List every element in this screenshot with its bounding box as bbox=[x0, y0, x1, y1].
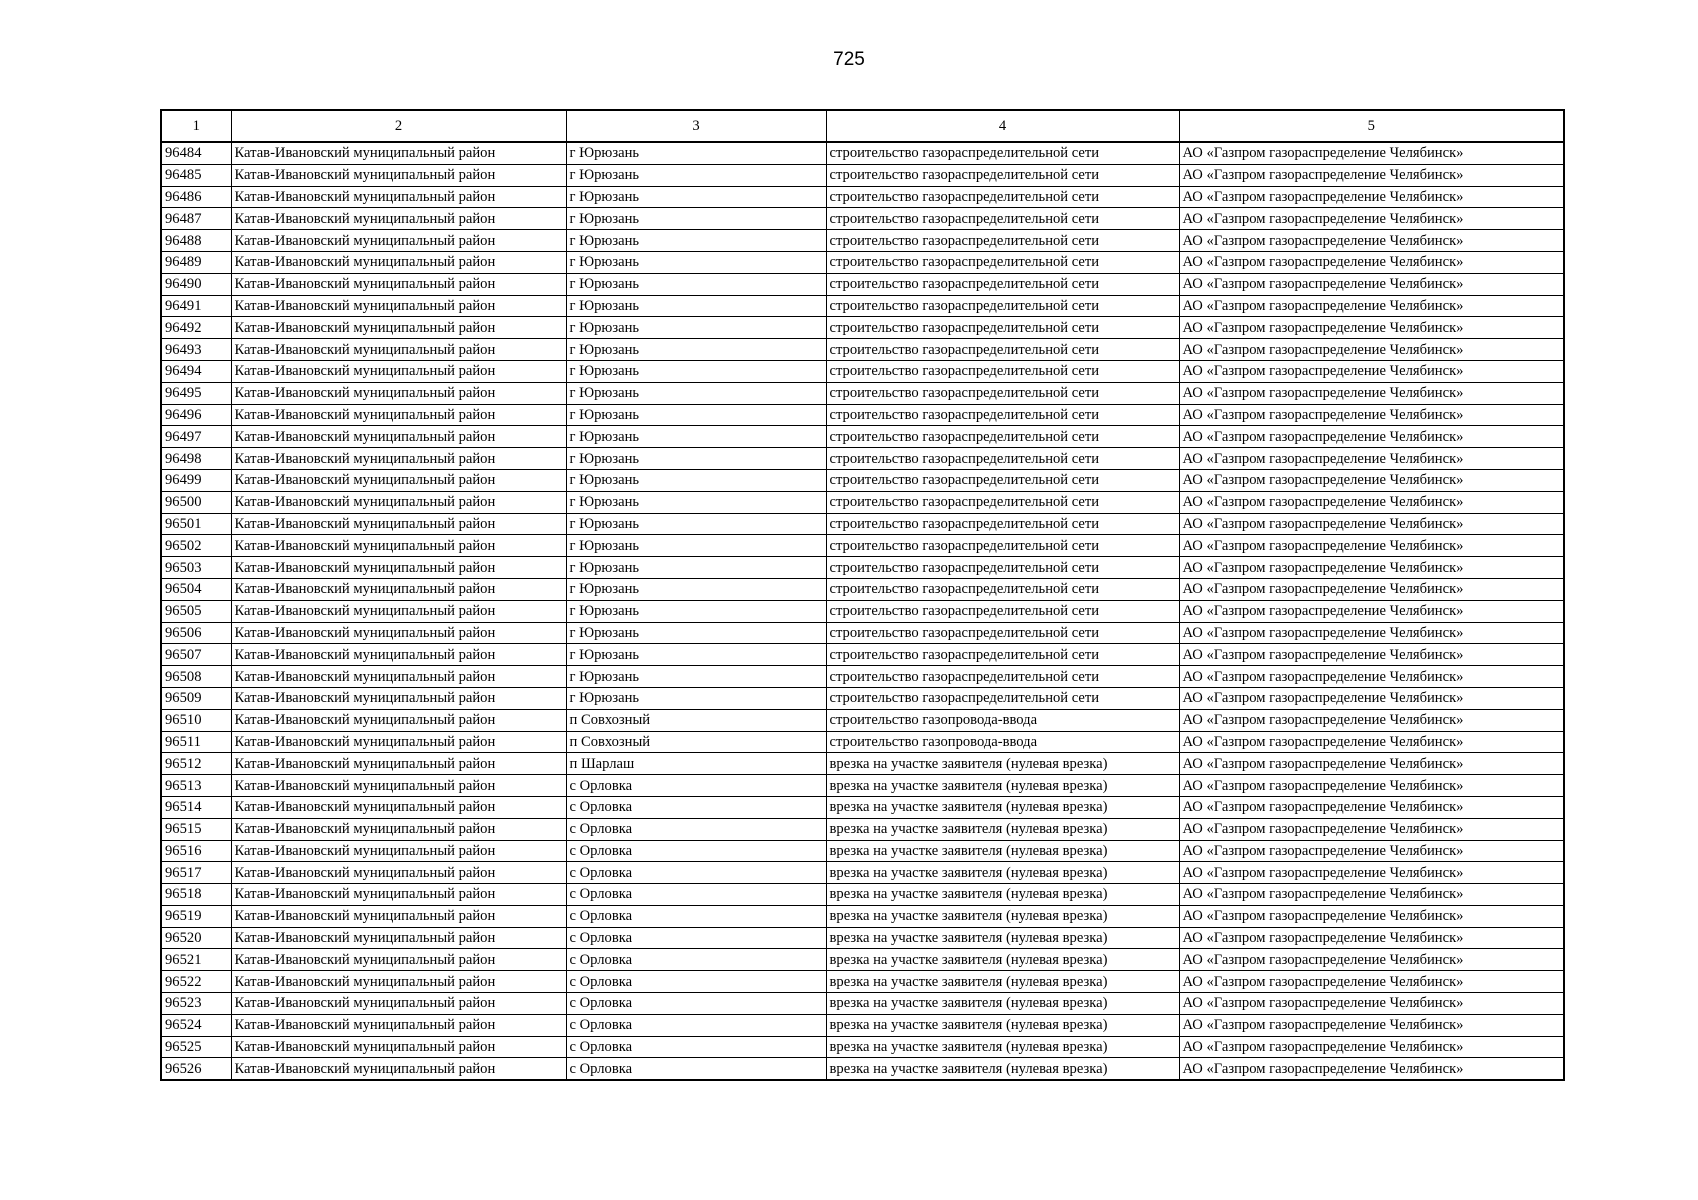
work-type-cell: врезка на участке заявителя (нулевая врезка) bbox=[826, 949, 1179, 971]
table-row bbox=[161, 491, 1564, 513]
organization-cell: АО «Газпром газораспределение Челябинск» bbox=[1179, 600, 1564, 622]
row-number-cell: 96493 bbox=[161, 339, 231, 361]
locality-cell: с Орловка bbox=[566, 840, 826, 862]
organization-cell: АО «Газпром газораспределение Челябинск» bbox=[1179, 535, 1564, 557]
column-header-1: 1 bbox=[161, 110, 231, 142]
organization-cell: АО «Газпром газораспределение Челябинск» bbox=[1179, 557, 1564, 579]
municipality-cell: Катав-Ивановский муниципальный район bbox=[231, 295, 566, 317]
municipality-cell: Катав-Ивановский муниципальный район bbox=[231, 600, 566, 622]
row-number-cell: 96509 bbox=[161, 687, 231, 709]
organization-cell: АО «Газпром газораспределение Челябинск» bbox=[1179, 993, 1564, 1015]
locality-cell: п Совхозный bbox=[566, 731, 826, 753]
work-type-cell: строительство газораспределительной сети bbox=[826, 142, 1179, 164]
municipality-cell: Катав-Ивановский муниципальный район bbox=[231, 1036, 566, 1058]
work-type-cell: врезка на участке заявителя (нулевая врезка) bbox=[826, 971, 1179, 993]
organization-cell: АО «Газпром газораспределение Челябинск» bbox=[1179, 840, 1564, 862]
locality-cell: с Орловка bbox=[566, 949, 826, 971]
row-number-cell: 96505 bbox=[161, 600, 231, 622]
row-number-cell: 96518 bbox=[161, 884, 231, 906]
municipality-cell: Катав-Ивановский муниципальный район bbox=[231, 993, 566, 1015]
row-number-cell: 96489 bbox=[161, 251, 231, 273]
row-number-cell: 96496 bbox=[161, 404, 231, 426]
work-type-cell: строительство газораспределительной сети bbox=[826, 186, 1179, 208]
organization-cell: АО «Газпром газораспределение Челябинск» bbox=[1179, 862, 1564, 884]
table-row bbox=[161, 840, 1564, 862]
table-row bbox=[161, 927, 1564, 949]
locality-cell: г Юрюзань bbox=[566, 382, 826, 404]
row-number-cell: 96524 bbox=[161, 1014, 231, 1036]
organization-cell: АО «Газпром газораспределение Челябинск» bbox=[1179, 404, 1564, 426]
row-number-cell: 96485 bbox=[161, 164, 231, 186]
row-number-cell: 96488 bbox=[161, 230, 231, 252]
work-type-cell: врезка на участке заявителя (нулевая врезка) bbox=[826, 753, 1179, 775]
work-type-cell: строительство газораспределительной сети bbox=[826, 382, 1179, 404]
locality-cell: г Юрюзань bbox=[566, 469, 826, 491]
locality-cell: п Шарлаш bbox=[566, 753, 826, 775]
table-row bbox=[161, 448, 1564, 470]
organization-cell: АО «Газпром газораспределение Челябинск» bbox=[1179, 513, 1564, 535]
row-number-cell: 96498 bbox=[161, 448, 231, 470]
municipality-cell: Катав-Ивановский муниципальный район bbox=[231, 382, 566, 404]
row-number-cell: 96492 bbox=[161, 317, 231, 339]
locality-cell: г Юрюзань bbox=[566, 186, 826, 208]
table-row bbox=[161, 1014, 1564, 1036]
organization-cell: АО «Газпром газораспределение Челябинск» bbox=[1179, 709, 1564, 731]
municipality-cell: Катав-Ивановский муниципальный район bbox=[231, 818, 566, 840]
locality-cell: г Юрюзань bbox=[566, 360, 826, 382]
table-row bbox=[161, 949, 1564, 971]
table-row bbox=[161, 142, 1564, 164]
locality-cell: г Юрюзань bbox=[566, 317, 826, 339]
row-number-cell: 96500 bbox=[161, 491, 231, 513]
municipality-cell: Катав-Ивановский муниципальный район bbox=[231, 796, 566, 818]
municipality-cell: Катав-Ивановский муниципальный район bbox=[231, 317, 566, 339]
work-type-cell: врезка на участке заявителя (нулевая врезка) bbox=[826, 862, 1179, 884]
locality-cell: г Юрюзань bbox=[566, 251, 826, 273]
municipality-cell: Катав-Ивановский муниципальный район bbox=[231, 578, 566, 600]
municipality-cell: Катав-Ивановский муниципальный район bbox=[231, 491, 566, 513]
work-type-cell: врезка на участке заявителя (нулевая врезка) bbox=[826, 927, 1179, 949]
row-number-cell: 96512 bbox=[161, 753, 231, 775]
row-number-cell: 96523 bbox=[161, 993, 231, 1015]
row-number-cell: 96525 bbox=[161, 1036, 231, 1058]
table-row bbox=[161, 775, 1564, 797]
table-header bbox=[161, 110, 1564, 142]
row-number-cell: 96513 bbox=[161, 775, 231, 797]
municipality-cell: Катав-Ивановский муниципальный район bbox=[231, 927, 566, 949]
table-row bbox=[161, 404, 1564, 426]
work-type-cell: строительство газопровода-ввода bbox=[826, 731, 1179, 753]
table-row bbox=[161, 687, 1564, 709]
locality-cell: г Юрюзань bbox=[566, 164, 826, 186]
row-number-cell: 96526 bbox=[161, 1058, 231, 1080]
organization-cell: АО «Газпром газораспределение Челябинск» bbox=[1179, 295, 1564, 317]
row-number-cell: 96486 bbox=[161, 186, 231, 208]
locality-cell: с Орловка bbox=[566, 796, 826, 818]
work-type-cell: строительство газораспределительной сети bbox=[826, 513, 1179, 535]
work-type-cell: строительство газораспределительной сети bbox=[826, 622, 1179, 644]
municipality-cell: Катав-Ивановский муниципальный район bbox=[231, 1058, 566, 1080]
work-type-cell: строительство газораспределительной сети bbox=[826, 644, 1179, 666]
row-number-cell: 96484 bbox=[161, 142, 231, 164]
row-number-cell: 96517 bbox=[161, 862, 231, 884]
row-number-cell: 96504 bbox=[161, 578, 231, 600]
work-type-cell: строительство газораспределительной сети bbox=[826, 426, 1179, 448]
row-number-cell: 96511 bbox=[161, 731, 231, 753]
municipality-cell: Катав-Ивановский муниципальный район bbox=[231, 535, 566, 557]
organization-cell: АО «Газпром газораспределение Челябинск» bbox=[1179, 186, 1564, 208]
row-number-cell: 96499 bbox=[161, 469, 231, 491]
table-row bbox=[161, 1036, 1564, 1058]
locality-cell: с Орловка bbox=[566, 775, 826, 797]
row-number-cell: 96514 bbox=[161, 796, 231, 818]
locality-cell: г Юрюзань bbox=[566, 230, 826, 252]
column-header-5: 5 bbox=[1179, 110, 1564, 142]
work-type-cell: строительство газораспределительной сети bbox=[826, 557, 1179, 579]
table-row bbox=[161, 753, 1564, 775]
organization-cell: АО «Газпром газораспределение Челябинск» bbox=[1179, 426, 1564, 448]
table-row bbox=[161, 600, 1564, 622]
organization-cell: АО «Газпром газораспределение Челябинск» bbox=[1179, 142, 1564, 164]
work-type-cell: строительство газораспределительной сети bbox=[826, 535, 1179, 557]
row-number-cell: 96506 bbox=[161, 622, 231, 644]
locality-cell: с Орловка bbox=[566, 884, 826, 906]
organization-cell: АО «Газпром газораспределение Челябинск» bbox=[1179, 884, 1564, 906]
locality-cell: г Юрюзань bbox=[566, 404, 826, 426]
work-type-cell: врезка на участке заявителя (нулевая врезка) bbox=[826, 905, 1179, 927]
table-row bbox=[161, 469, 1564, 491]
organization-cell: АО «Газпром газораспределение Челябинск» bbox=[1179, 818, 1564, 840]
organization-cell: АО «Газпром газораспределение Челябинск» bbox=[1179, 251, 1564, 273]
work-type-cell: врезка на участке заявителя (нулевая врезка) bbox=[826, 796, 1179, 818]
locality-cell: г Юрюзань bbox=[566, 600, 826, 622]
locality-cell: г Юрюзань bbox=[566, 426, 826, 448]
municipality-cell: Катав-Ивановский муниципальный район bbox=[231, 687, 566, 709]
organization-cell: АО «Газпром газораспределение Челябинск» bbox=[1179, 1014, 1564, 1036]
work-type-cell: врезка на участке заявителя (нулевая врезка) bbox=[826, 818, 1179, 840]
locality-cell: с Орловка bbox=[566, 993, 826, 1015]
table-row bbox=[161, 818, 1564, 840]
municipality-cell: Катав-Ивановский муниципальный район bbox=[231, 513, 566, 535]
organization-cell: АО «Газпром газораспределение Челябинск» bbox=[1179, 360, 1564, 382]
work-type-cell: строительство газораспределительной сети bbox=[826, 230, 1179, 252]
column-header-4: 4 bbox=[826, 110, 1179, 142]
municipality-cell: Катав-Ивановский муниципальный район bbox=[231, 404, 566, 426]
work-type-cell: строительство газораспределительной сети bbox=[826, 339, 1179, 361]
table-row bbox=[161, 557, 1564, 579]
table-row bbox=[161, 382, 1564, 404]
municipality-cell: Катав-Ивановский муниципальный район bbox=[231, 469, 566, 491]
row-number-cell: 96510 bbox=[161, 709, 231, 731]
table-row bbox=[161, 513, 1564, 535]
table-row bbox=[161, 709, 1564, 731]
row-number-cell: 96487 bbox=[161, 208, 231, 230]
organization-cell: АО «Газпром газораспределение Челябинск» bbox=[1179, 971, 1564, 993]
municipality-cell: Катав-Ивановский муниципальный район bbox=[231, 949, 566, 971]
table-row bbox=[161, 339, 1564, 361]
work-type-cell: строительство газораспределительной сети bbox=[826, 360, 1179, 382]
work-type-cell: строительство газораспределительной сети bbox=[826, 687, 1179, 709]
table-body bbox=[161, 142, 1564, 1080]
locality-cell: г Юрюзань bbox=[566, 142, 826, 164]
municipality-cell: Катав-Ивановский муниципальный район bbox=[231, 208, 566, 230]
municipality-cell: Катав-Ивановский муниципальный район bbox=[231, 339, 566, 361]
organization-cell: АО «Газпром газораспределение Челябинск» bbox=[1179, 905, 1564, 927]
table-row bbox=[161, 317, 1564, 339]
work-type-cell: врезка на участке заявителя (нулевая врезка) bbox=[826, 884, 1179, 906]
municipality-cell: Катав-Ивановский муниципальный район bbox=[231, 230, 566, 252]
municipality-cell: Катав-Ивановский муниципальный район bbox=[231, 622, 566, 644]
municipality-cell: Катав-Ивановский муниципальный район bbox=[231, 709, 566, 731]
municipality-cell: Катав-Ивановский муниципальный район bbox=[231, 666, 566, 688]
municipality-cell: Катав-Ивановский муниципальный район bbox=[231, 557, 566, 579]
table-row bbox=[161, 426, 1564, 448]
work-type-cell: строительство газораспределительной сети bbox=[826, 295, 1179, 317]
organization-cell: АО «Газпром газораспределение Челябинск» bbox=[1179, 382, 1564, 404]
table-row bbox=[161, 230, 1564, 252]
locality-cell: г Юрюзань bbox=[566, 513, 826, 535]
row-number-cell: 96520 bbox=[161, 927, 231, 949]
organization-cell: АО «Газпром газораспределение Челябинск» bbox=[1179, 644, 1564, 666]
locality-cell: г Юрюзань bbox=[566, 622, 826, 644]
work-type-cell: строительство газораспределительной сети bbox=[826, 491, 1179, 513]
locality-cell: г Юрюзань bbox=[566, 491, 826, 513]
locality-cell: с Орловка bbox=[566, 818, 826, 840]
row-number-cell: 96507 bbox=[161, 644, 231, 666]
locality-cell: г Юрюзань bbox=[566, 535, 826, 557]
municipality-cell: Катав-Ивановский муниципальный район bbox=[231, 186, 566, 208]
municipality-cell: Катав-Ивановский муниципальный район bbox=[231, 164, 566, 186]
organization-cell: АО «Газпром газораспределение Челябинск» bbox=[1179, 230, 1564, 252]
row-number-cell: 96494 bbox=[161, 360, 231, 382]
row-number-cell: 96490 bbox=[161, 273, 231, 295]
organization-cell: АО «Газпром газораспределение Челябинск» bbox=[1179, 317, 1564, 339]
header-row bbox=[161, 110, 1564, 142]
municipality-cell: Катав-Ивановский муниципальный район bbox=[231, 273, 566, 295]
row-number-cell: 96521 bbox=[161, 949, 231, 971]
table-row bbox=[161, 1058, 1564, 1080]
municipality-cell: Катав-Ивановский муниципальный район bbox=[231, 251, 566, 273]
municipality-cell: Катав-Ивановский муниципальный район bbox=[231, 644, 566, 666]
row-number-cell: 96501 bbox=[161, 513, 231, 535]
row-number-cell: 96516 bbox=[161, 840, 231, 862]
row-number-cell: 96497 bbox=[161, 426, 231, 448]
municipality-cell: Катав-Ивановский муниципальный район bbox=[231, 840, 566, 862]
locality-cell: с Орловка bbox=[566, 1036, 826, 1058]
locality-cell: г Юрюзань bbox=[566, 557, 826, 579]
work-type-cell: врезка на участке заявителя (нулевая врезка) bbox=[826, 1014, 1179, 1036]
table-row bbox=[161, 295, 1564, 317]
organization-cell: АО «Газпром газораспределение Челябинск» bbox=[1179, 164, 1564, 186]
locality-cell: с Орловка bbox=[566, 862, 826, 884]
locality-cell: г Юрюзань bbox=[566, 448, 826, 470]
work-type-cell: строительство газораспределительной сети bbox=[826, 578, 1179, 600]
organization-cell: АО «Газпром газораспределение Челябинск» bbox=[1179, 469, 1564, 491]
work-type-cell: врезка на участке заявителя (нулевая врезка) bbox=[826, 1036, 1179, 1058]
locality-cell: с Орловка bbox=[566, 1058, 826, 1080]
table-row bbox=[161, 905, 1564, 927]
table-row bbox=[161, 731, 1564, 753]
work-type-cell: строительство газораспределительной сети bbox=[826, 317, 1179, 339]
municipality-cell: Катав-Ивановский муниципальный район bbox=[231, 753, 566, 775]
organization-cell: АО «Газпром газораспределение Челябинск» bbox=[1179, 208, 1564, 230]
locality-cell: г Юрюзань bbox=[566, 339, 826, 361]
work-type-cell: строительство газораспределительной сети bbox=[826, 273, 1179, 295]
table-row bbox=[161, 360, 1564, 382]
table-row bbox=[161, 186, 1564, 208]
locality-cell: г Юрюзань bbox=[566, 644, 826, 666]
work-type-cell: врезка на участке заявителя (нулевая врезка) bbox=[826, 840, 1179, 862]
locality-cell: г Юрюзань bbox=[566, 295, 826, 317]
organization-cell: АО «Газпром газораспределение Челябинск» bbox=[1179, 448, 1564, 470]
organization-cell: АО «Газпром газораспределение Челябинск» bbox=[1179, 666, 1564, 688]
organization-cell: АО «Газпром газораспределение Челябинск» bbox=[1179, 753, 1564, 775]
locality-cell: г Юрюзань bbox=[566, 666, 826, 688]
organization-cell: АО «Газпром газораспределение Челябинск» bbox=[1179, 927, 1564, 949]
row-number-cell: 96515 bbox=[161, 818, 231, 840]
work-type-cell: строительство газораспределительной сети bbox=[826, 448, 1179, 470]
municipality-cell: Катав-Ивановский муниципальный район bbox=[231, 426, 566, 448]
municipality-cell: Катав-Ивановский муниципальный район bbox=[231, 971, 566, 993]
work-type-cell: врезка на участке заявителя (нулевая врезка) bbox=[826, 775, 1179, 797]
organization-cell: АО «Газпром газораспределение Челябинск» bbox=[1179, 731, 1564, 753]
table-row bbox=[161, 164, 1564, 186]
organization-cell: АО «Газпром газораспределение Челябинск» bbox=[1179, 775, 1564, 797]
row-number-cell: 96508 bbox=[161, 666, 231, 688]
row-number-cell: 96503 bbox=[161, 557, 231, 579]
table-row bbox=[161, 644, 1564, 666]
table-row bbox=[161, 862, 1564, 884]
table-row bbox=[161, 993, 1564, 1015]
column-header-3: 3 bbox=[566, 110, 826, 142]
locality-cell: с Орловка bbox=[566, 1014, 826, 1036]
organization-cell: АО «Газпром газораспределение Челябинск» bbox=[1179, 687, 1564, 709]
organization-cell: АО «Газпром газораспределение Челябинск» bbox=[1179, 491, 1564, 513]
municipality-cell: Катав-Ивановский муниципальный район bbox=[231, 448, 566, 470]
locality-cell: с Орловка bbox=[566, 905, 826, 927]
row-number-cell: 96519 bbox=[161, 905, 231, 927]
table-row bbox=[161, 796, 1564, 818]
table-row bbox=[161, 971, 1564, 993]
organization-cell: АО «Газпром газораспределение Челябинск» bbox=[1179, 273, 1564, 295]
organization-cell: АО «Газпром газораспределение Челябинск» bbox=[1179, 1058, 1564, 1080]
municipality-cell: Катав-Ивановский муниципальный район bbox=[231, 862, 566, 884]
locality-cell: г Юрюзань bbox=[566, 578, 826, 600]
registry-table bbox=[160, 109, 1565, 1081]
municipality-cell: Катав-Ивановский муниципальный район bbox=[231, 142, 566, 164]
work-type-cell: строительство газораспределительной сети bbox=[826, 666, 1179, 688]
row-number-cell: 96495 bbox=[161, 382, 231, 404]
table-row bbox=[161, 208, 1564, 230]
locality-cell: п Совхозный bbox=[566, 709, 826, 731]
organization-cell: АО «Газпром газораспределение Челябинск» bbox=[1179, 796, 1564, 818]
work-type-cell: строительство газораспределительной сети bbox=[826, 164, 1179, 186]
work-type-cell: строительство газораспределительной сети bbox=[826, 469, 1179, 491]
table-row bbox=[161, 535, 1564, 557]
organization-cell: АО «Газпром газораспределение Челябинск» bbox=[1179, 949, 1564, 971]
municipality-cell: Катав-Ивановский муниципальный район bbox=[231, 731, 566, 753]
municipality-cell: Катав-Ивановский муниципальный район bbox=[231, 884, 566, 906]
table-row bbox=[161, 273, 1564, 295]
table-row bbox=[161, 251, 1564, 273]
locality-cell: с Орловка bbox=[566, 927, 826, 949]
work-type-cell: строительство газораспределительной сети bbox=[826, 600, 1179, 622]
work-type-cell: врезка на участке заявителя (нулевая врезка) bbox=[826, 1058, 1179, 1080]
row-number-cell: 96522 bbox=[161, 971, 231, 993]
municipality-cell: Катав-Ивановский муниципальный район bbox=[231, 360, 566, 382]
organization-cell: АО «Газпром газораспределение Челябинск» bbox=[1179, 578, 1564, 600]
organization-cell: АО «Газпром газораспределение Челябинск» bbox=[1179, 622, 1564, 644]
table-row bbox=[161, 622, 1564, 644]
work-type-cell: строительство газопровода-ввода bbox=[826, 709, 1179, 731]
organization-cell: АО «Газпром газораспределение Челябинск» bbox=[1179, 1036, 1564, 1058]
locality-cell: г Юрюзань bbox=[566, 687, 826, 709]
work-type-cell: строительство газораспределительной сети bbox=[826, 251, 1179, 273]
organization-cell: АО «Газпром газораспределение Челябинск» bbox=[1179, 339, 1564, 361]
table-row bbox=[161, 884, 1564, 906]
municipality-cell: Катав-Ивановский муниципальный район bbox=[231, 775, 566, 797]
work-type-cell: строительство газораспределительной сети bbox=[826, 208, 1179, 230]
locality-cell: г Юрюзань bbox=[566, 273, 826, 295]
page-number: 725 bbox=[833, 49, 865, 70]
locality-cell: г Юрюзань bbox=[566, 208, 826, 230]
municipality-cell: Катав-Ивановский муниципальный район bbox=[231, 1014, 566, 1036]
locality-cell: с Орловка bbox=[566, 971, 826, 993]
row-number-cell: 96491 bbox=[161, 295, 231, 317]
table-row bbox=[161, 578, 1564, 600]
municipality-cell: Катав-Ивановский муниципальный район bbox=[231, 905, 566, 927]
table-row bbox=[161, 666, 1564, 688]
work-type-cell: врезка на участке заявителя (нулевая врезка) bbox=[826, 993, 1179, 1015]
work-type-cell: строительство газораспределительной сети bbox=[826, 404, 1179, 426]
column-header-2: 2 bbox=[231, 110, 566, 142]
row-number-cell: 96502 bbox=[161, 535, 231, 557]
